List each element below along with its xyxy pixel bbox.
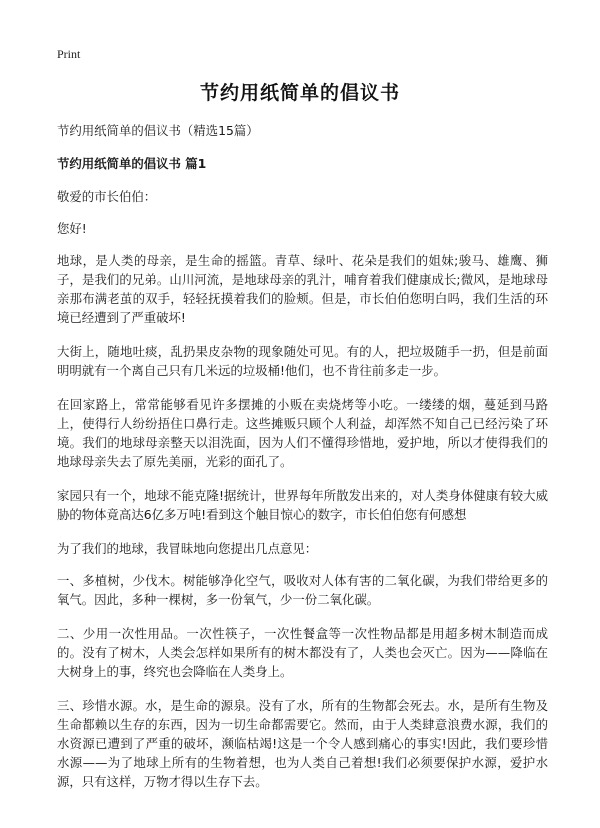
paragraph: 一、多植树，少伐木。树能够净化空气，吸收对人体有害的二氧化碳，为我们带给更多的氧气。因此，多种一棵树，多一份氧气，少一份二氧化碳。: [57, 573, 548, 607]
paragraph: 三、珍惜水源。水，是生命的源泉。没有了水，所有的生物都会死去。水，是所有生物及生命都赖以生存的东西，因为一切生命都需要它。然而，由于人类肆意浪费水源，我们的水资源已遭到了严重的破坏，濒临枯竭!这是一个令人感到痛心的事实!因此，我们要珍惜水源——为了地球上所有的生物着想，也为人类自己着想!我们必须要保护水源，爱护水源，只有这样，万物才得以生存下去。: [57, 698, 548, 789]
salutation: 敬爱的市长伯伯：: [57, 189, 157, 204]
article-subtitle: 节约用纸简单的倡议书（精选15篇）: [57, 123, 259, 138]
paragraph: 家园只有一个，地球不能克隆!据统计，世界每年所散发出来的，对人类身体健康有较大威胁的物体竟高达6亿多万吨!看到这个触目惊心的数字，市长伯伯您有何感想: [57, 488, 548, 522]
paragraph: 地球，是人类的母亲，是生命的摇篮。青草、绿叶、花朵是我们的姐妹;骏马、雄鹰、狮子，是我们的兄弟。山川河流，是地球母亲的乳汁，哺育着我们健康成长;微风，是地球母亲那布满老茧的双手，轻轻抚摸着我们的脸颊。但是，市长伯伯您明白吗，我们生活的环境已经遭到了严重破坏!: [57, 253, 548, 325]
paragraph: 大街上，随地吐痰，乱扔果皮杂物的现象随处可见。有的人，把垃圾随手一扔，但是前面明明就有一个离自己只有几米远的垃圾桶!他们，也不肯往前多走一步。: [57, 344, 548, 378]
greeting: 您好!: [57, 221, 87, 236]
page-title: 节约用纸简单的倡议书: [199, 82, 400, 104]
section-heading: 节约用纸简单的倡议书 篇1: [57, 156, 207, 171]
paragraph: 二、少用一次性用品。一次性筷子，一次性餐盒等一次性物品都是用超多树木制造而成的。没有了树木，人类会怎样如果所有的树木都没有了，人类也会灭亡。因为——降临在大树身上的事，终究也会降临在人类身上。: [57, 626, 548, 679]
article-body: [57, 121, 548, 806]
print-link[interactable]: Print: [57, 47, 81, 61]
paragraph: 在回家路上，常常能够看见许多摆摊的小贩在卖烧烤等小吃。一缕缕的烟，蔓延到马路上，使得行人纷纷捂住口鼻行走。这些摊贩只顾个人利益，却浑然不知自己已经污染了环境。我们的地球母亲整天以泪洗面，因为人们不懂得珍惜地，爱护地，所以才使得我们的地球母亲失去了原先美丽，光彩的面孔了。: [57, 397, 548, 469]
paragraph: 为了我们的地球，我冒昧地向您提出几点意见：: [57, 541, 318, 556]
